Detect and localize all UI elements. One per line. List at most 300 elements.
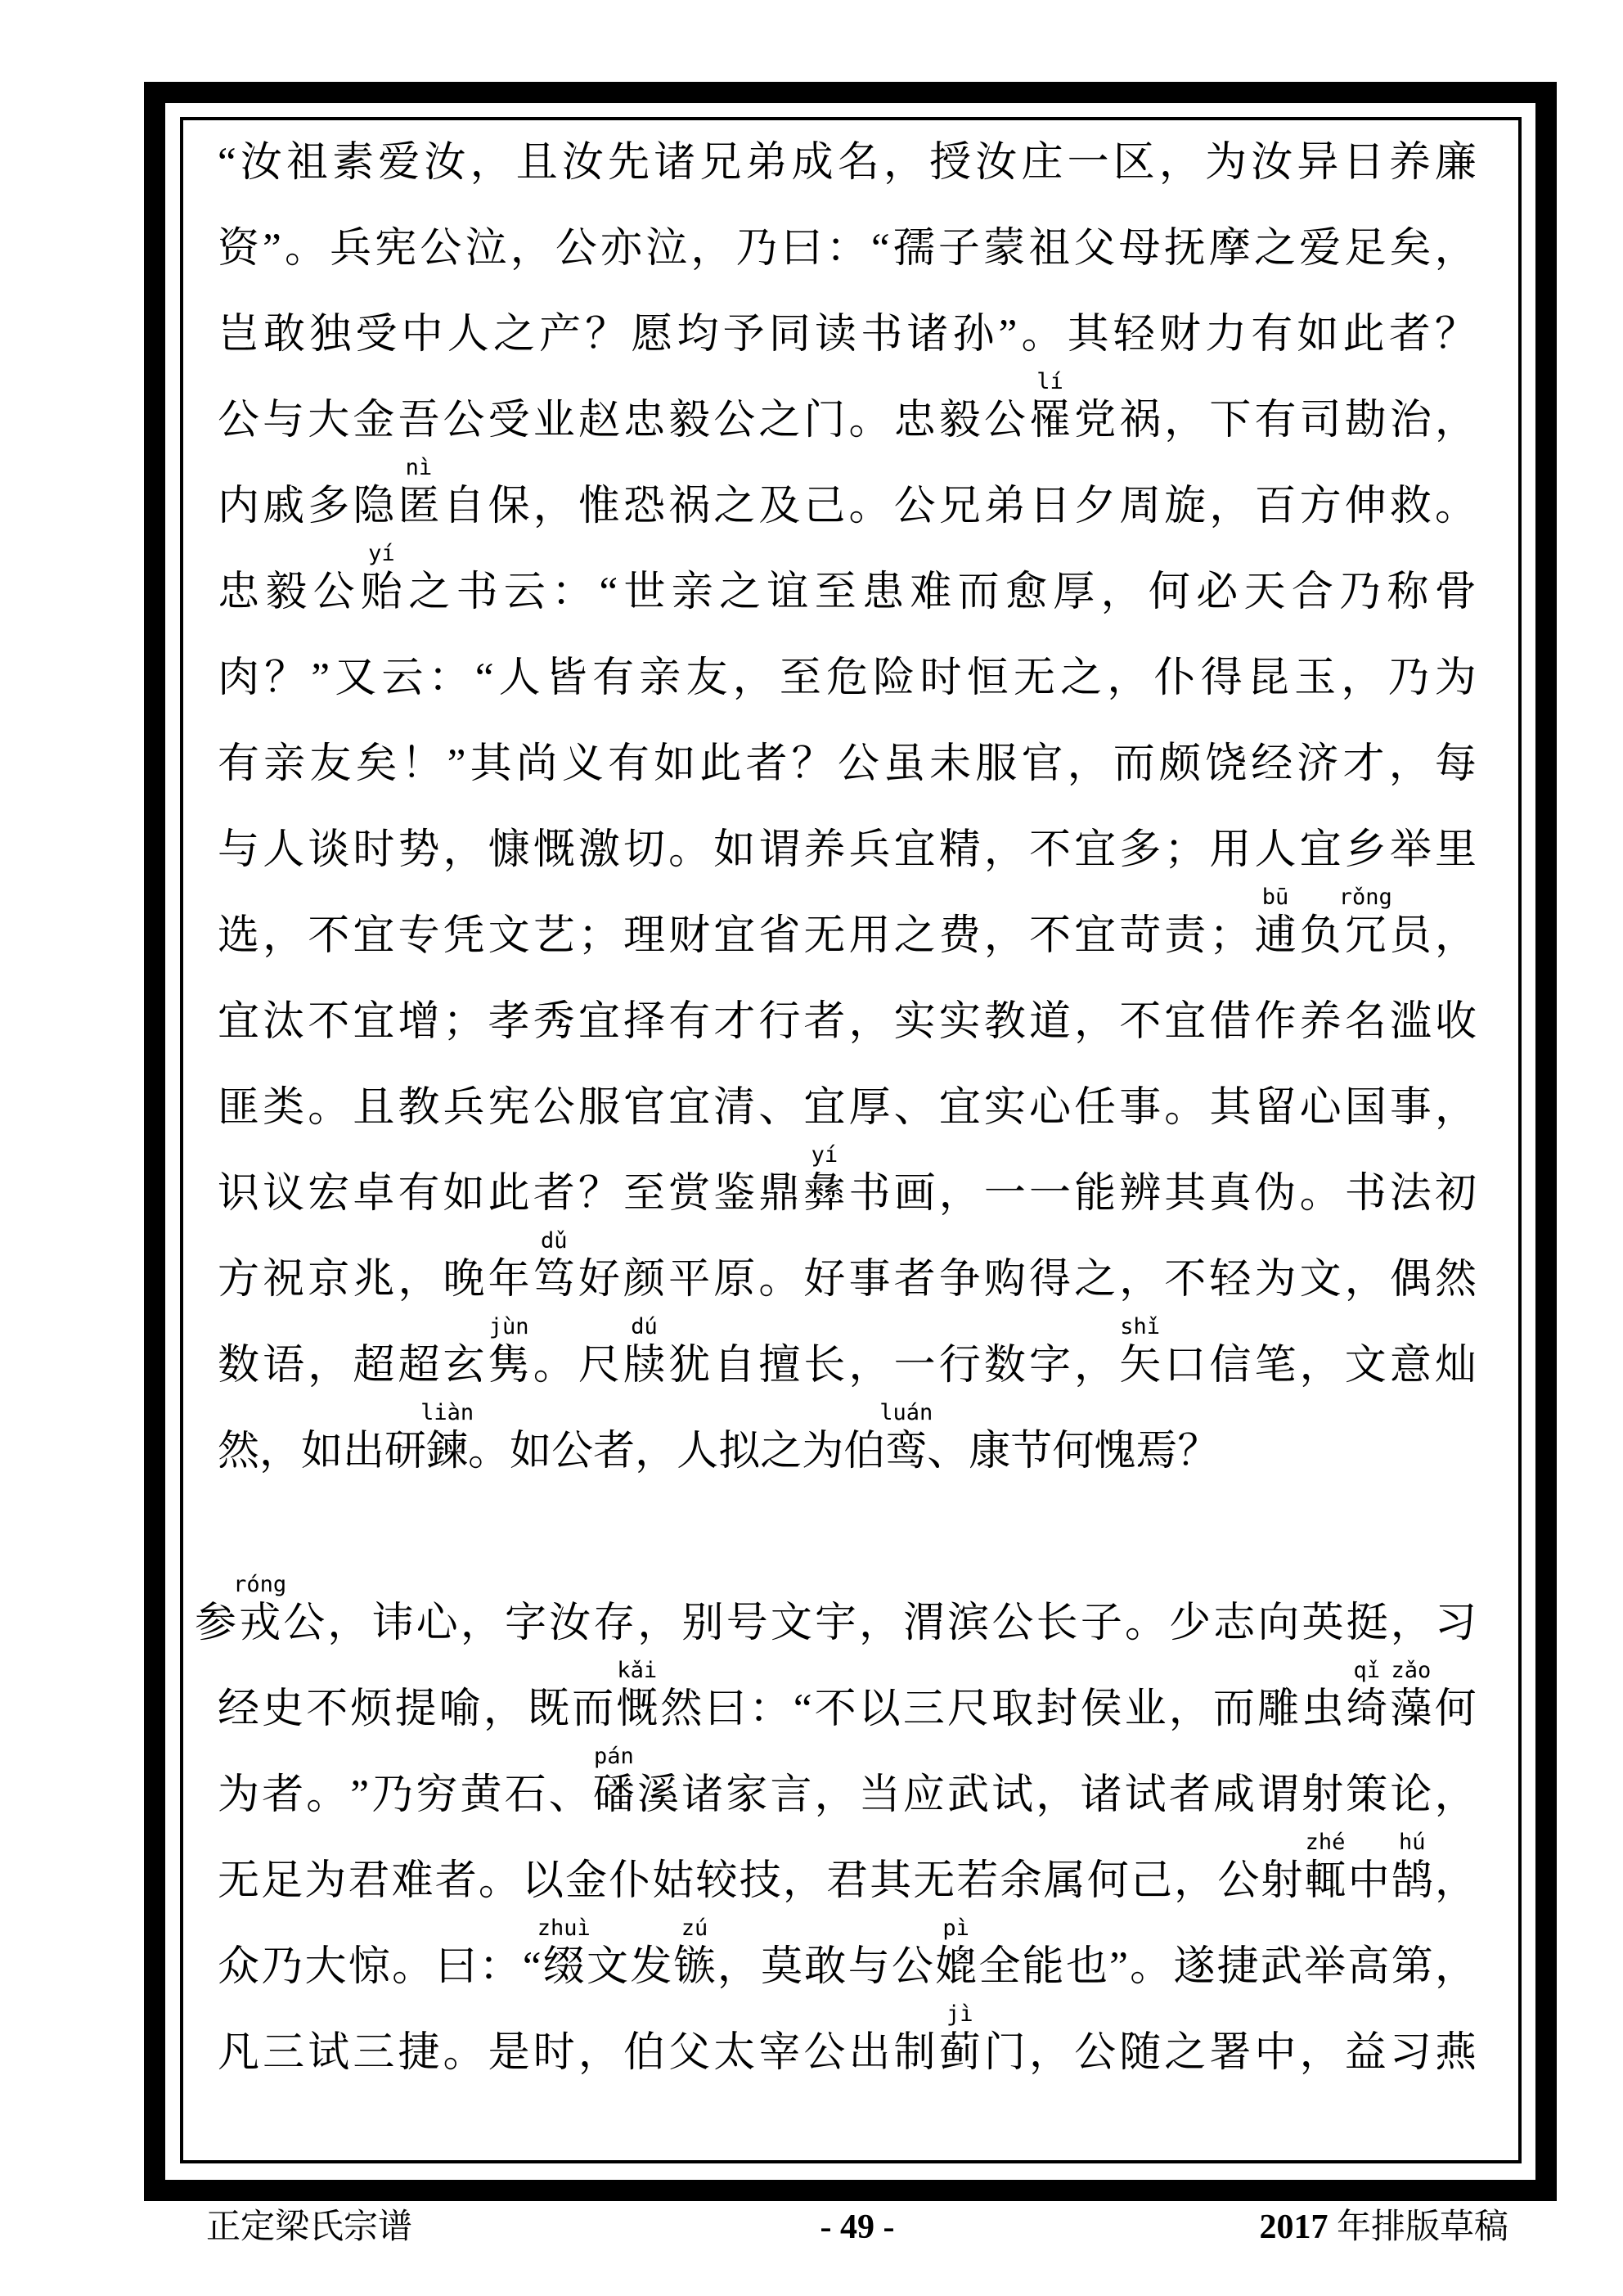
- text-line: [218, 541, 1477, 636]
- char: 。: [392, 1944, 434, 1990]
- pinyin-char: 慨 kǎi: [616, 1658, 659, 1732]
- char: ；: [578, 913, 620, 959]
- char: 得: [1200, 655, 1243, 701]
- body-text: [180, 117, 1522, 2163]
- char: 者: [262, 1772, 304, 1818]
- char: 惊: [348, 1944, 390, 1990]
- char: 治: [1389, 398, 1432, 443]
- pinyin-char: 彝 yí: [803, 1142, 846, 1217]
- char: 作: [1254, 999, 1297, 1045]
- char: 与: [218, 827, 260, 873]
- char: ；: [443, 999, 485, 1045]
- char: 既: [527, 1686, 569, 1732]
- char: 周: [1119, 484, 1162, 529]
- footer-edition-note: [947, 2206, 1623, 2249]
- char: 敢: [263, 312, 306, 358]
- char: 何: [1434, 1686, 1477, 1732]
- char: ，: [470, 140, 512, 186]
- char: 先: [608, 140, 650, 186]
- char: 尺: [947, 1686, 990, 1732]
- char: 如: [713, 827, 756, 873]
- char: 养: [1388, 140, 1431, 186]
- char: ，: [1028, 2030, 1071, 2076]
- char: “: [870, 226, 890, 272]
- char: ，: [1434, 913, 1477, 959]
- char: ，: [1158, 140, 1201, 186]
- char: 遂: [1173, 1944, 1216, 1990]
- char: 势: [398, 827, 440, 873]
- char: ，: [938, 1171, 981, 1217]
- text-line: [218, 1658, 1477, 1753]
- char: 而: [1212, 1686, 1255, 1732]
- char: 曰: [435, 1944, 478, 1990]
- char: 世: [623, 569, 666, 615]
- char: 精: [938, 827, 981, 873]
- char: 滥: [1389, 999, 1432, 1045]
- char: ：: [479, 1944, 521, 1990]
- text-line: [195, 1572, 1477, 1667]
- char: 。: [284, 226, 326, 272]
- char: 门: [983, 2030, 1026, 2076]
- char: 何: [1052, 1429, 1095, 1474]
- pinyin-char: 隽 jùn: [488, 1314, 530, 1389]
- char: 之: [492, 312, 535, 358]
- char: 愿: [631, 312, 673, 358]
- char: 赵: [578, 398, 620, 443]
- char: 救: [1389, 484, 1432, 529]
- char: 能: [1074, 1171, 1117, 1217]
- char: 轻: [1209, 1257, 1252, 1303]
- char: 石: [504, 1772, 546, 1818]
- char: 矣: [355, 741, 398, 787]
- char: 三: [263, 2030, 305, 2076]
- char: 然: [218, 1429, 260, 1474]
- char: 何: [1148, 569, 1190, 615]
- char: 时: [353, 827, 395, 873]
- char: 百: [1254, 484, 1297, 529]
- char: 者: [434, 1858, 477, 1904]
- char: 祖: [1028, 226, 1071, 272]
- pinyin-char: 藻 zǎo: [1390, 1658, 1432, 1732]
- char: 者: [533, 1171, 575, 1217]
- char: 专: [398, 913, 440, 959]
- char: 识: [218, 1171, 260, 1217]
- char: 若: [956, 1858, 999, 1904]
- char: 乡: [1344, 827, 1387, 873]
- char: 、: [927, 1429, 969, 1474]
- char: 足: [261, 1858, 303, 1904]
- char: 弟: [745, 140, 788, 186]
- char: 汰: [263, 999, 305, 1045]
- char: 意: [1389, 1343, 1432, 1389]
- char: 行: [938, 1343, 981, 1389]
- char: 服: [975, 741, 1018, 787]
- char: ，: [1390, 1600, 1432, 1646]
- char: ，: [308, 1343, 350, 1389]
- char: 为: [304, 1858, 347, 1904]
- char: 也: [1065, 1944, 1108, 1990]
- char: 以: [521, 1858, 564, 1904]
- char: 难: [391, 1858, 434, 1904]
- char: 不: [814, 1686, 856, 1732]
- char: 真: [1209, 1171, 1252, 1217]
- char: 宜: [1074, 913, 1117, 959]
- char: 举: [1389, 827, 1432, 873]
- char: 每: [1434, 741, 1477, 787]
- char: 才: [713, 999, 756, 1045]
- char: 愈: [1005, 569, 1047, 615]
- char: ，: [460, 1600, 502, 1646]
- char: 犹: [668, 1343, 711, 1389]
- char: 业: [533, 398, 575, 443]
- char: 皆: [545, 655, 587, 701]
- char: 赏: [668, 1171, 711, 1217]
- char: ，: [637, 1600, 680, 1646]
- char: ，: [1100, 569, 1143, 615]
- text-line: [218, 636, 1477, 722]
- char: 经: [218, 1686, 260, 1732]
- char: 参: [195, 1600, 237, 1646]
- char: 辨: [1119, 1171, 1162, 1217]
- char: 素: [332, 140, 375, 186]
- char: 实: [893, 999, 936, 1045]
- footer-page-number: - 49 -: [820, 2208, 895, 2246]
- char: 日: [1342, 140, 1385, 186]
- char: 人: [447, 312, 489, 358]
- char: 其: [470, 741, 512, 787]
- char: 研: [384, 1429, 427, 1474]
- char: 字: [504, 1600, 546, 1646]
- pinyin-annotation: bū: [1261, 885, 1289, 910]
- char: 者: [803, 999, 846, 1045]
- char: ，: [732, 655, 775, 701]
- char: ，: [533, 484, 575, 529]
- char: 书: [1344, 1171, 1387, 1217]
- char: ”: [311, 655, 330, 701]
- char: 官: [1021, 741, 1063, 787]
- char: ，: [263, 913, 305, 959]
- char: 然: [660, 1686, 703, 1732]
- char: 谓: [758, 827, 801, 873]
- char: 。: [1021, 312, 1063, 358]
- pinyin-char: 鹄 hú: [1391, 1830, 1433, 1904]
- char: 如: [510, 1429, 552, 1474]
- char: 取: [991, 1686, 1034, 1732]
- char: “: [218, 140, 236, 186]
- char: 中: [401, 312, 443, 358]
- char: 泣: [645, 226, 688, 272]
- char: 公: [218, 398, 260, 443]
- char: 习: [1389, 2030, 1432, 2076]
- char: 不: [1164, 1257, 1207, 1303]
- char: 矣: [1389, 226, 1432, 272]
- char: 旋: [1164, 484, 1207, 529]
- pinyin-annotation: zú: [681, 1916, 708, 1941]
- text-line: [218, 1830, 1477, 1925]
- char: 仆: [609, 1858, 651, 1904]
- char: 日: [1028, 484, 1071, 529]
- char: 心: [1299, 1085, 1342, 1131]
- char: 无: [803, 913, 846, 959]
- pinyin-annotation: jùn: [488, 1314, 529, 1339]
- char: 习: [1434, 1600, 1477, 1646]
- char: ，: [1074, 999, 1117, 1045]
- char: ？: [1177, 1429, 1220, 1474]
- char: 其: [870, 1858, 912, 1904]
- char: 事: [848, 1257, 891, 1303]
- char: 宰: [758, 2030, 801, 2076]
- char: 受: [355, 312, 398, 358]
- char: 至: [623, 1171, 665, 1217]
- char: 。: [468, 1429, 510, 1474]
- char: 宜: [578, 999, 620, 1045]
- char: 擅: [758, 1343, 801, 1389]
- char: 庄: [1021, 140, 1063, 186]
- pinyin-annotation: jì: [946, 2001, 973, 2027]
- char: 金: [353, 398, 395, 443]
- char: ，: [1434, 226, 1477, 272]
- char: ，: [259, 1429, 302, 1474]
- char: 武: [1260, 1944, 1302, 1990]
- char: 三: [353, 2030, 395, 2076]
- char: 信: [1209, 1343, 1252, 1389]
- pinyin-char: 牍 dú: [623, 1314, 665, 1389]
- char: 父: [668, 2030, 711, 2076]
- char: 者: [593, 1429, 636, 1474]
- char: 超: [398, 1343, 440, 1389]
- char: 不: [1119, 999, 1162, 1045]
- char: 亲: [639, 655, 681, 701]
- char: 志: [1213, 1600, 1256, 1646]
- pinyin-char: 笃 dǔ: [533, 1228, 575, 1303]
- char: 诸: [681, 1772, 724, 1818]
- char: 射: [1302, 1772, 1344, 1818]
- char: 公: [533, 1085, 575, 1131]
- char: 责: [1164, 913, 1207, 959]
- char: 子: [1080, 1600, 1122, 1646]
- char: 骨: [1434, 569, 1477, 615]
- char: 凡: [218, 2030, 260, 2076]
- char: 不: [1028, 827, 1071, 873]
- char: 。: [1434, 484, 1477, 529]
- char: 自: [443, 484, 485, 529]
- char: 择: [623, 999, 665, 1045]
- char: 者: [1388, 312, 1431, 358]
- char: 余: [1000, 1858, 1042, 1904]
- char: 之: [713, 484, 756, 529]
- char: 汝: [549, 1600, 591, 1646]
- pinyin-annotation: yí: [811, 1142, 838, 1168]
- char: 众: [218, 1944, 260, 1990]
- char: 力: [1205, 312, 1248, 358]
- char: ，: [635, 1429, 677, 1474]
- char: 慷: [488, 827, 530, 873]
- char: 策: [1346, 1772, 1388, 1818]
- char: 无: [218, 1858, 260, 1904]
- pinyin-char: 罹 lí: [1028, 369, 1071, 443]
- char: 汝: [561, 140, 604, 186]
- char: 咸: [1212, 1772, 1255, 1818]
- char: 颜: [623, 1257, 665, 1303]
- char: 挺: [1346, 1600, 1388, 1646]
- char: 。: [1124, 1600, 1167, 1646]
- char: 封: [1036, 1686, 1078, 1732]
- char: ，: [1174, 1858, 1216, 1904]
- char: 平: [668, 1257, 711, 1303]
- char: 同: [768, 312, 811, 358]
- char: ，: [1299, 1343, 1342, 1389]
- char: 伪: [1254, 1171, 1297, 1217]
- char: 议: [263, 1171, 305, 1217]
- char: ，: [1067, 741, 1109, 787]
- char: 不: [306, 1686, 348, 1732]
- char: 方: [218, 1257, 260, 1303]
- char: 公: [803, 2030, 846, 2076]
- char: 年: [488, 1257, 530, 1303]
- char: 艺: [533, 913, 575, 959]
- char: 一: [983, 1171, 1026, 1217]
- char: ，: [578, 2030, 620, 2076]
- char: 长: [803, 1343, 846, 1389]
- pinyin-annotation: rǒng: [1338, 885, 1392, 910]
- char: 争: [938, 1257, 981, 1303]
- char: 有: [1251, 312, 1293, 358]
- pinyin-char: 逋 bū: [1254, 885, 1297, 959]
- char: 讳: [371, 1600, 414, 1646]
- char: 心: [1028, 1085, 1071, 1131]
- char: 之: [408, 569, 451, 615]
- char: ，: [1434, 1858, 1477, 1904]
- char: 。: [758, 1257, 801, 1303]
- pinyin-char: 绮 qǐ: [1346, 1658, 1388, 1732]
- char: 溪: [637, 1772, 680, 1818]
- char: 为: [1434, 655, 1477, 701]
- char: 下: [1209, 398, 1252, 443]
- text-line: [218, 1314, 1477, 1409]
- char: ，: [443, 827, 485, 873]
- text-line: [218, 120, 1477, 206]
- char: ：: [428, 655, 470, 701]
- char: ”: [447, 741, 466, 787]
- char: 时: [919, 655, 962, 701]
- char: 云: [503, 569, 546, 615]
- char: 口: [1164, 1343, 1207, 1389]
- char: 宪: [488, 1085, 530, 1131]
- char: 论: [1390, 1772, 1432, 1818]
- char: 独: [309, 312, 352, 358]
- char: 君: [348, 1858, 390, 1904]
- char: 多: [1119, 827, 1162, 873]
- char: 、: [548, 1772, 591, 1818]
- char: 道: [1028, 999, 1071, 1045]
- footer-book-title: 正定梁氏宗谱: [206, 2208, 413, 2246]
- char: 汝: [975, 140, 1018, 186]
- char: 有: [1254, 398, 1297, 443]
- char: 有: [218, 741, 260, 787]
- pinyin-char: 輒 zhé: [1304, 1830, 1347, 1904]
- char: 汝: [240, 140, 282, 186]
- char: ，: [1074, 1343, 1117, 1389]
- char: ，: [1036, 1772, 1078, 1818]
- char: 以: [858, 1686, 901, 1732]
- text-line: [218, 979, 1477, 1065]
- footer-draft-label: 年排版草稿: [1336, 2208, 1508, 2246]
- char: 提: [394, 1686, 437, 1732]
- char: 与: [263, 398, 305, 443]
- pinyin-char: 冗 rǒng: [1338, 885, 1392, 959]
- char: 财: [1158, 312, 1201, 358]
- char: 第: [1391, 1944, 1433, 1990]
- char: 济: [1297, 741, 1339, 787]
- char: 异: [1297, 140, 1339, 186]
- text-line: [218, 1228, 1477, 1323]
- paragraph: [218, 120, 1477, 1495]
- char: 养: [803, 827, 846, 873]
- char: 谈: [308, 827, 350, 873]
- char: 祸: [1119, 398, 1162, 443]
- char: 节: [1010, 1429, 1053, 1474]
- char: 虫: [1302, 1686, 1344, 1732]
- char: ：: [825, 226, 868, 272]
- pinyin-annotation: kǎi: [617, 1658, 658, 1683]
- char: 泣: [465, 226, 507, 272]
- char: 得: [1028, 1257, 1071, 1303]
- text-line: [218, 1916, 1477, 2010]
- char: 弟: [983, 484, 1026, 529]
- char: 省: [758, 913, 801, 959]
- pinyin-annotation: nì: [405, 455, 433, 480]
- char: 兆: [353, 1257, 395, 1303]
- char: 玄: [443, 1343, 485, 1389]
- char: 人: [677, 1429, 719, 1474]
- char: ，: [848, 999, 891, 1045]
- char: 义: [561, 741, 604, 787]
- char: 祖: [285, 140, 328, 186]
- char: 孺: [892, 226, 935, 272]
- char: 不: [308, 913, 350, 959]
- char: 云: [381, 655, 424, 701]
- char: 财: [668, 913, 711, 959]
- text-line: [218, 808, 1477, 894]
- pinyin-annotation: róng: [233, 1572, 287, 1597]
- char: 公: [1217, 1858, 1260, 1904]
- char: 之: [893, 913, 936, 959]
- char: 官: [623, 1085, 665, 1131]
- char: 灿: [1434, 1343, 1477, 1389]
- char: ，: [1434, 1772, 1477, 1818]
- char: 宜: [893, 827, 936, 873]
- char: 无: [1013, 655, 1055, 701]
- char: 之: [1074, 1257, 1117, 1303]
- char: 文: [1299, 1257, 1342, 1303]
- char: 曰: [780, 226, 823, 272]
- char: 拟: [718, 1429, 761, 1474]
- char: 养: [1299, 999, 1342, 1045]
- char: 区: [1113, 140, 1155, 186]
- char: 乃: [371, 1772, 414, 1818]
- char: 恐: [623, 484, 665, 529]
- char: 公: [283, 1600, 326, 1646]
- char: 合: [1291, 569, 1333, 615]
- char: 险: [873, 655, 915, 701]
- char: 有: [608, 741, 650, 787]
- char: 毅: [938, 398, 981, 443]
- char: 服: [578, 1085, 620, 1131]
- char: 试: [1124, 1772, 1167, 1818]
- char: 书: [861, 312, 903, 358]
- char: 毅: [265, 569, 308, 615]
- char: 技: [739, 1858, 781, 1904]
